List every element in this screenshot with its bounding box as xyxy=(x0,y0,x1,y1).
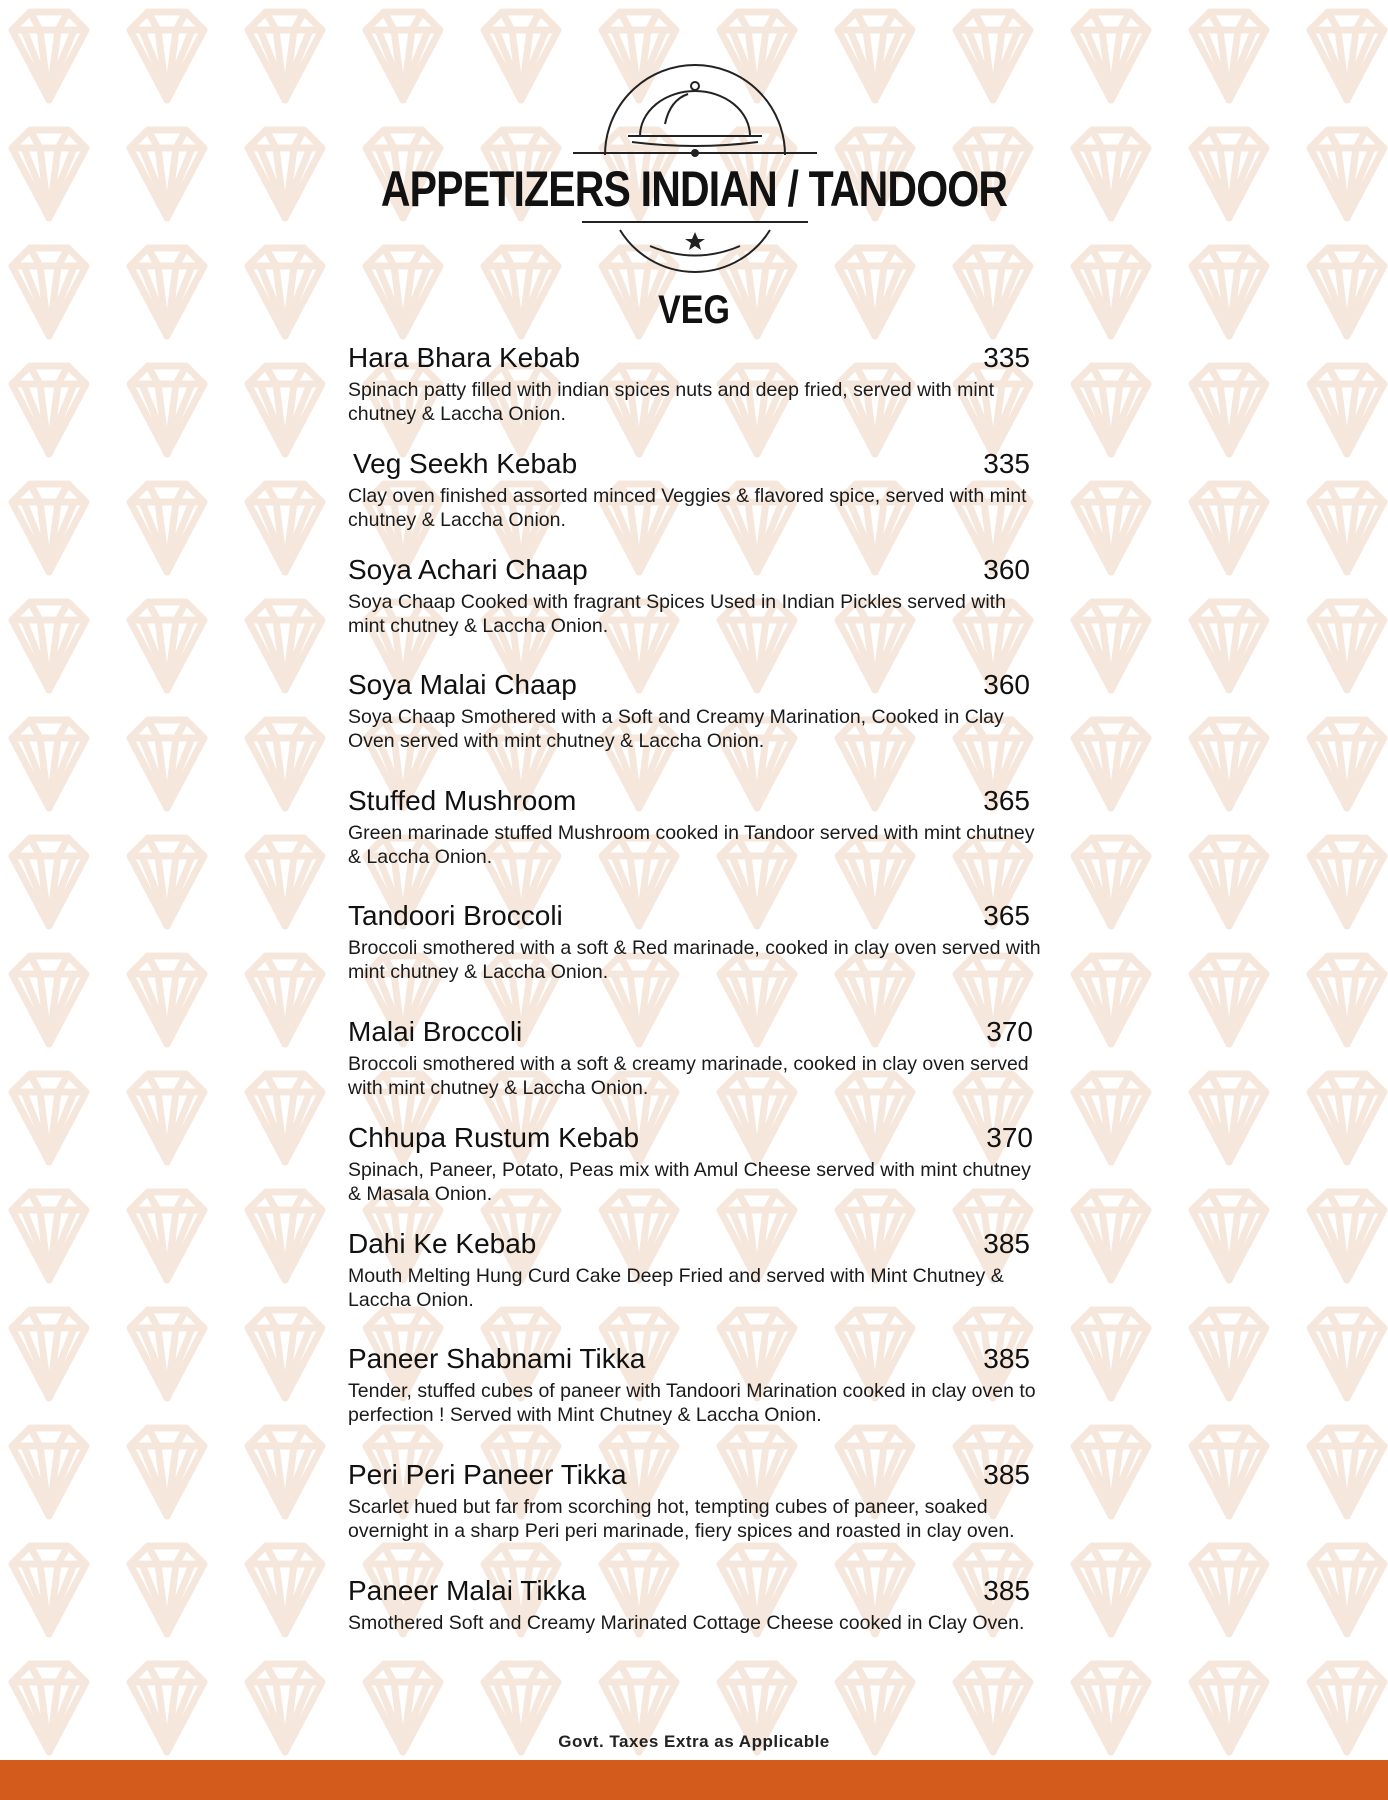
item-price: 335 xyxy=(983,342,1030,373)
item-price: 360 xyxy=(983,554,1030,585)
footer-bar xyxy=(0,1760,1388,1800)
menu-item xyxy=(348,669,1038,769)
item-name: Paneer Malai Tikka xyxy=(348,1575,587,1606)
item-description: Soya Chaap Cooked with fragrant Spices Used in Indian Pickles served with mint chutney & Laccha Onion. xyxy=(348,591,1006,637)
item-description: Spinach, Paneer, Potato, Peas mix with Amul Cheese served with mint chutney & Masala Onion. xyxy=(348,1159,1031,1205)
menu-item xyxy=(348,1122,1038,1222)
item-price: 370 xyxy=(986,1016,1033,1047)
item-price: 370 xyxy=(986,1122,1033,1153)
menu-item xyxy=(348,1575,1038,1675)
menu-item xyxy=(348,1343,1038,1443)
menu-item xyxy=(348,448,1038,548)
item-price: 385 xyxy=(983,1459,1030,1490)
item-description: Broccoli smothered with a soft & creamy marinade, cooked in clay oven served with mint chutney & Laccha Onion. xyxy=(348,1053,1029,1099)
item-description: Green marinade stuffed Mushroom cooked in Tandoor served with mint chutney & Laccha Onion. xyxy=(348,822,1035,868)
item-description: Spinach patty filled with indian spices nuts and deep fried, served with mint chutney & Laccha Onion. xyxy=(348,379,995,425)
item-description: Broccoli smothered with a soft & Red marinade, cooked in clay oven served with mint chutney & Laccha Onion. xyxy=(348,937,1041,983)
item-name: Soya Achari Chaap xyxy=(348,554,588,585)
item-description: Smothered Soft and Creamy Marinated Cottage Cheese cooked in Clay Oven. xyxy=(348,1612,1025,1634)
item-name: Hara Bhara Kebab xyxy=(348,342,580,373)
item-name: Tandoori Broccoli xyxy=(348,900,563,931)
menu-item xyxy=(348,342,1038,442)
item-description: Soya Chaap Smothered with a Soft and Creamy Marination, Cooked in Clay Oven served with mint chutney & Laccha Onion. xyxy=(348,706,1004,752)
page-title: APPETIZERS INDIAN / TANDOOR xyxy=(380,161,1008,217)
item-price: 360 xyxy=(983,669,1030,700)
item-description: Mouth Melting Hung Curd Cake Deep Fried and served with Mint Chutney & Laccha Onion. xyxy=(348,1265,1004,1311)
menu-item xyxy=(348,554,1038,654)
item-price: 335 xyxy=(983,448,1030,479)
item-name: Dahi Ke Kebab xyxy=(348,1228,537,1259)
menu-item xyxy=(348,1459,1038,1559)
item-name: Malai Broccoli xyxy=(348,1016,523,1047)
section-title-veg: VEG xyxy=(658,288,730,332)
menu-item xyxy=(348,900,1041,1000)
item-name: Peri Peri Paneer Tikka xyxy=(348,1459,627,1490)
item-price: 365 xyxy=(983,785,1030,816)
footer-tax-note: Govt. Taxes Extra as Applicable xyxy=(558,1732,830,1751)
item-name: Chhupa Rustum Kebab xyxy=(348,1122,640,1153)
item-name: Paneer Shabnami Tikka xyxy=(348,1343,646,1374)
menu-item xyxy=(348,785,1038,885)
item-description: Tender, stuffed cubes of paneer with Tandoori Marination cooked in clay oven to perfection ! Served with Mint Chutney & Laccha Onion. xyxy=(348,1380,1036,1426)
item-description: Scarlet hued but far from scorching hot, tempting cubes of paneer, soaked overnight in a sharp Peri peri marinade, fiery spices and roasted in clay oven. xyxy=(348,1496,1015,1542)
item-price: 385 xyxy=(983,1343,1030,1374)
menu-item xyxy=(348,1228,1038,1328)
item-price: 385 xyxy=(983,1228,1030,1259)
menu-item xyxy=(348,1016,1038,1116)
item-price: 385 xyxy=(983,1575,1030,1606)
item-name: Stuffed Mushroom xyxy=(348,785,577,816)
item-name: Soya Malai Chaap xyxy=(348,669,577,700)
item-description: Clay oven finished assorted minced Veggies & flavored spice, served with mint chutney & Laccha Onion. xyxy=(348,485,1027,531)
item-name: Veg Seekh Kebab xyxy=(353,448,578,479)
item-price: 365 xyxy=(983,900,1030,931)
